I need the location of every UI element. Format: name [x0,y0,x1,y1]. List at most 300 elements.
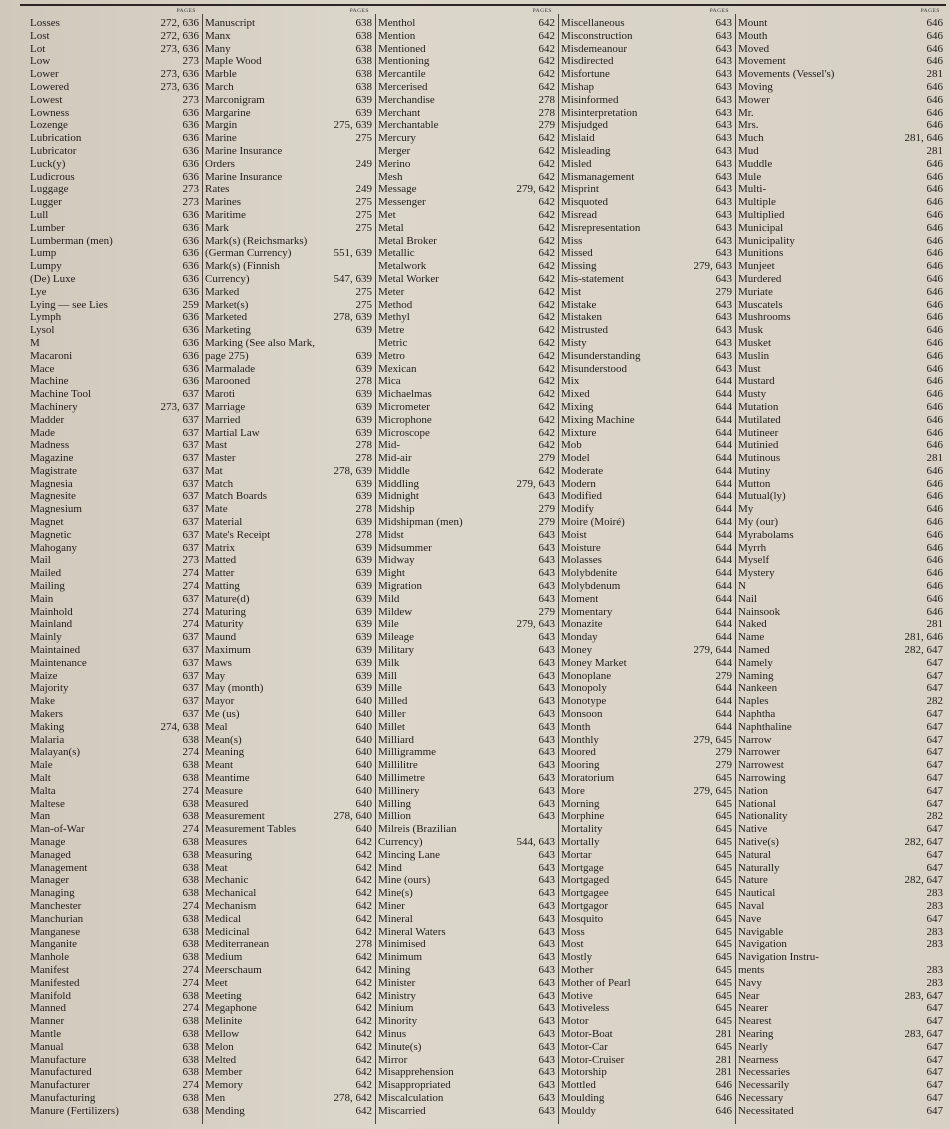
index-entry [205,529,375,542]
index-entry [30,900,202,913]
entry-pages: 274 [182,1002,199,1015]
entry-pages: 642 [538,362,555,375]
entry-term: Mica [378,375,401,388]
index-entry [30,158,202,171]
index-entry [738,478,946,491]
entry-pages: 275, 639 [333,119,372,132]
entry-term: Majority [30,682,69,695]
entry-pages: 637 [182,669,199,682]
entry-term: Miller [378,708,406,721]
entry-pages: 638 [182,1091,199,1104]
index-entry [378,299,558,312]
entry-pages: 637 [182,708,199,721]
entry-pages: 644 [715,452,732,465]
index-entry [561,401,735,414]
entry-pages: 278 [355,528,372,541]
entry-term: Magistrate [30,464,78,477]
index-entry [378,913,558,926]
entry-term: Manager [30,874,70,887]
entry-pages: 642 [538,413,555,426]
entry-pages: 279 [715,669,732,682]
index-entry [205,311,375,324]
index-entry [561,107,735,120]
entry-pages: 646 [926,336,943,349]
entry-pages: 640 [355,823,372,836]
entry-pages: 637 [182,695,199,708]
entry-pages: 642 [538,132,555,145]
index-entry [561,862,735,875]
entry-pages: 279, 643 [516,618,555,631]
index-entry [30,375,202,388]
entry-term: Morning [561,797,600,810]
entry-pages: 646 [926,247,943,260]
pages-header: PAGES [176,8,196,14]
entry-term: Mature(d) [205,592,250,605]
index-entry [378,734,558,747]
entry-pages: 647 [926,797,943,810]
index-entry [30,836,202,849]
entry-pages: 646 [926,528,943,541]
entry-pages: 645 [715,861,732,874]
entry-term: Lot [30,42,46,55]
entry-pages: 636 [182,272,199,285]
entry-pages: 646 [926,298,943,311]
entry-pages: 644 [715,631,732,644]
entry-pages: 643 [538,759,555,772]
entry-term: Misconstruction [561,29,633,42]
entry-pages: 642 [538,55,555,68]
index-entry [561,938,735,951]
entry-pages: 643 [538,784,555,797]
index-entry [205,798,375,811]
index-entry [205,926,375,939]
entry-term: Marine Insurance [205,170,283,183]
index-entry [378,542,558,555]
entry-pages: 646 [926,285,943,298]
entry-term: Muriate [738,285,773,298]
entry-term: Measured [205,797,249,810]
index-entry [205,388,375,401]
entry-term: Merchantable [378,119,439,132]
entry-term: Malta [30,784,56,797]
entry-term: Made [30,426,56,439]
entry-term: Misinterpretation [561,106,638,119]
entry-term: Managed [30,848,71,861]
entry-pages: 638 [182,1104,199,1117]
entry-term: Manchurian [30,912,84,925]
entry-term: Measures [205,836,248,848]
entry-pages: 647 [926,1091,943,1104]
entry-pages: 637 [182,528,199,541]
index-entry [30,132,202,145]
entry-pages: 274 [182,899,199,912]
index-entry [205,657,375,670]
entry-term: Munitions [738,247,784,260]
entry-term: Lumber [30,221,65,234]
entry-pages: 645 [715,797,732,810]
index-entry [378,862,558,875]
index-entry [561,363,735,376]
entry-pages: 647 [926,656,943,669]
entry-pages: 636 [182,106,199,119]
index-entry [30,145,202,158]
entry-pages: 643 [538,541,555,554]
entry-term: Movement [738,55,786,68]
entry-pages: 283 [926,963,943,976]
entry-term: Mechanism [205,899,257,912]
index-entry [30,337,202,350]
index-entry [738,1028,946,1041]
index-entry [378,1105,558,1118]
entry-term: Mortgagee [561,887,609,900]
entry-term: Maroti [205,388,235,401]
entry-term: Munjeet [738,260,775,273]
entry-term: Naphthaline [738,720,792,733]
index-entry [378,810,558,823]
entry-term: Mooring [561,759,600,772]
entry-term: page 275) [205,349,249,362]
entry-pages: 279 [538,119,555,132]
entry-term: Mortgaged [561,874,610,887]
entry-pages: 643 [715,132,732,145]
entry-pages: 642 [538,144,555,157]
entry-term: Maltese [30,797,65,810]
index-entry [30,785,202,798]
entry-pages: 283, 647 [904,1027,943,1040]
index-entry [738,516,946,529]
entry-term: Mis-statement [561,272,624,285]
entry-pages: 283 [926,976,943,989]
entry-term: Moved [738,42,770,55]
entry-pages: 642 [355,989,372,1002]
index-entry [205,734,375,747]
index-entry [205,427,375,440]
entry-pages: 639 [355,490,372,503]
entry-pages: 643 [538,1079,555,1092]
index-column-4 [561,8,735,1126]
index-entry [378,273,558,286]
entry-term: Manifold [30,989,71,1002]
entry-pages: 642 [355,1066,372,1079]
entry-term: Nainsook [738,605,781,618]
entry-term: Madness [30,439,70,452]
entry-term: Losses [30,17,60,29]
index-entry [561,55,735,68]
entry-pages: 644 [715,490,732,503]
index-entry [738,286,946,299]
entry-term: Luck(y) [30,157,66,170]
entry-term: Musty [738,388,767,401]
entry-term: Measurement [205,810,265,823]
entry-pages: 279 [715,759,732,772]
entry-pages: 643 [538,1066,555,1079]
index-entry [205,1066,375,1079]
entry-term: Mace [30,362,55,375]
entry-term: Necessitated [738,1104,794,1117]
entry-pages: 281 [715,1027,732,1040]
entry-pages: 643 [715,93,732,106]
entry-term: Marooned [205,375,251,388]
index-entry [561,516,735,529]
entry-pages: 643 [538,874,555,887]
entry-term: Marconigram [205,93,265,106]
entry-pages: 647 [926,1053,943,1066]
index-entry [738,183,946,196]
entry-term: (German Currency) [205,247,292,260]
index-entry [205,938,375,951]
entry-pages: 644 [715,400,732,413]
entry-term: Nearest [738,1015,772,1028]
entry-pages: 637 [182,516,199,529]
index-entry [205,196,375,209]
entry-term: Nearing [738,1027,774,1040]
entry-pages: 275 [355,298,372,311]
index-entry [561,68,735,81]
entry-pages: 636 [182,208,199,221]
entry-pages: 642 [355,1015,372,1028]
index-entry [561,990,735,1003]
index-entry [378,721,558,734]
entry-pages: 279 [538,516,555,529]
entry-pages: 646 [926,413,943,426]
entry-pages: 644 [715,413,732,426]
entry-pages: 643 [715,144,732,157]
entry-term: Magnet [30,516,64,529]
entry-pages: 637 [182,426,199,439]
entry-term: Merchandise [378,93,435,106]
entry-term: Metric [378,336,408,349]
index-entry [378,158,558,171]
entry-term: Malt [30,772,51,785]
entry-pages: 544, 643 [516,836,555,848]
entry-pages: 642 [355,912,372,925]
index-entry [738,977,946,990]
entry-pages: 636 [182,234,199,247]
index-entry [205,670,375,683]
index-entry [738,452,946,465]
entry-term: Moist [561,528,587,541]
entry-term: Main [30,592,54,605]
index-entry [205,554,375,567]
entry-pages: 643 [538,925,555,938]
entry-term: Mining [378,963,411,976]
entry-pages: 642 [355,874,372,887]
index-entry [205,119,375,132]
entry-term: Meerschaum [205,963,262,976]
index-entry [738,964,946,977]
entry-term: Multiplied [738,208,785,221]
index-entry [30,644,202,657]
index-entry [378,260,558,273]
entry-term: Measuring [205,848,253,861]
index-entry [205,849,375,862]
index-entry [205,158,375,171]
entry-pages: 643 [538,644,555,657]
entry-term: Luggage [30,183,69,196]
entry-pages: 638 [355,80,372,93]
entry-term: Manganite [30,938,78,951]
entry-term: Mixing [561,400,594,413]
entry-term: Mantle [30,1027,62,1040]
entry-pages: 647 [926,682,943,695]
entry-pages: 279, 643 [693,260,732,273]
entry-term: Measurement Tables [205,823,296,836]
entry-term: Muslin [738,349,770,362]
index-entry [738,580,946,593]
index-entry [561,1041,735,1054]
index-entry [561,772,735,785]
index-entry [738,593,946,606]
entry-pages: 643 [538,580,555,593]
entry-pages: 639 [355,362,372,375]
index-entry [738,1066,946,1079]
index-entry [378,350,558,363]
entry-pages: 274 [182,580,199,593]
entry-pages: 638 [182,925,199,938]
index-entry [561,43,735,56]
column-divider [735,14,736,1124]
entry-term: Near [738,989,760,1002]
entry-term: Morphine [561,810,605,823]
index-entry [30,260,202,273]
index-entry [738,171,946,184]
entry-pages: 643 [538,490,555,503]
entry-term: Molasses [561,554,602,567]
entry-term: Mutilated [738,413,781,426]
entry-term: (De) Luxe [30,272,76,285]
index-entry [738,618,946,631]
entry-term: Mistrusted [561,324,609,337]
entry-pages: 643 [538,951,555,964]
index-entry [30,209,202,222]
index-entry [378,43,558,56]
index-entry [561,94,735,107]
index-entry [205,183,375,196]
entry-pages: 636 [182,132,199,145]
entry-pages: 646 [926,29,943,42]
entry-pages: 282 [926,695,943,708]
entry-pages: 637 [182,413,199,426]
entry-term: Marked [205,285,240,298]
entry-term: Lubricator [30,144,77,157]
entry-term: Maws [205,656,232,669]
entry-pages: 646 [926,503,943,516]
index-entry [738,158,946,171]
entry-term: Midway [378,554,415,567]
entry-term: Mailing [30,580,65,593]
entry-term: Mule [738,170,762,183]
entry-pages: 547, 639 [333,272,372,285]
entry-term: Me (us) [205,708,240,721]
entry-pages: 639 [355,682,372,695]
index-entry [738,913,946,926]
entry-pages: 643 [538,976,555,989]
entry-term: Mud [738,144,759,157]
index-entry [378,516,558,529]
entry-pages: 272, 636 [160,29,199,42]
entry-pages: 644 [715,439,732,452]
entry-term: Nautical [738,887,776,900]
index-entry [561,542,735,555]
entry-term: National [738,797,776,810]
entry-pages: 637 [182,477,199,490]
entry-term: Military [378,644,415,657]
index-entry [378,439,558,452]
index-entry [561,593,735,606]
index-entry [561,247,735,260]
entry-term: Misinformed [561,93,619,106]
entry-term: Mineral [378,912,413,925]
index-entry [30,363,202,376]
entry-term: Mutton [738,477,771,490]
entry-pages: 638 [182,733,199,746]
entry-term: Make [30,695,56,708]
index-entry [561,324,735,337]
entry-pages: 638 [355,29,372,42]
entry-term: Metallic [378,247,415,260]
entry-pages: 646 [926,554,943,567]
index-entry [738,119,946,132]
entry-pages: 638 [182,1040,199,1053]
index-entry [378,554,558,567]
index-entry [738,708,946,721]
entry-term: Metalwork [378,260,427,273]
index-entry [205,862,375,875]
entry-pages: 647 [926,1002,943,1015]
entry-pages: 643 [538,899,555,912]
entry-term: Matter [205,567,235,580]
entry-pages: 644 [715,708,732,721]
entry-pages: 646 [926,311,943,324]
entry-term: Maund [205,631,237,644]
entry-pages: 637 [182,644,199,657]
entry-pages: 645 [715,1015,732,1028]
index-entry [30,55,202,68]
entry-term: Meant [205,759,234,772]
entry-pages: 638 [182,1066,199,1079]
entry-term: Metal Broker [378,234,437,247]
index-entry [205,542,375,555]
index-entry [378,593,558,606]
entry-pages: 639 [355,349,372,362]
index-entry [378,938,558,951]
entry-term: Lump [30,247,57,260]
entry-term: Multi- [738,183,767,196]
entry-pages: 646 [926,234,943,247]
index-entry [205,286,375,299]
entry-pages: 279, 643 [516,477,555,490]
entry-term: Narrower [738,746,781,759]
entry-pages: 647 [926,912,943,925]
index-entry [30,107,202,120]
index-entry [738,324,946,337]
index-entry [561,1054,735,1067]
entry-pages: 279, 645 [693,784,732,797]
entry-term: Native(s) [738,836,779,848]
index-entry [205,836,375,849]
index-entry [561,273,735,286]
index-entry [378,55,558,68]
entry-pages: 646 [926,157,943,170]
entry-pages: 644 [715,464,732,477]
entry-pages: 638 [182,810,199,823]
entry-term: Nature [738,874,768,887]
entry-term: Member [205,1066,243,1079]
index-entry [205,606,375,619]
entry-term: M [30,336,40,349]
index-column-5 [738,8,946,1126]
entry-pages: 279 [538,605,555,618]
